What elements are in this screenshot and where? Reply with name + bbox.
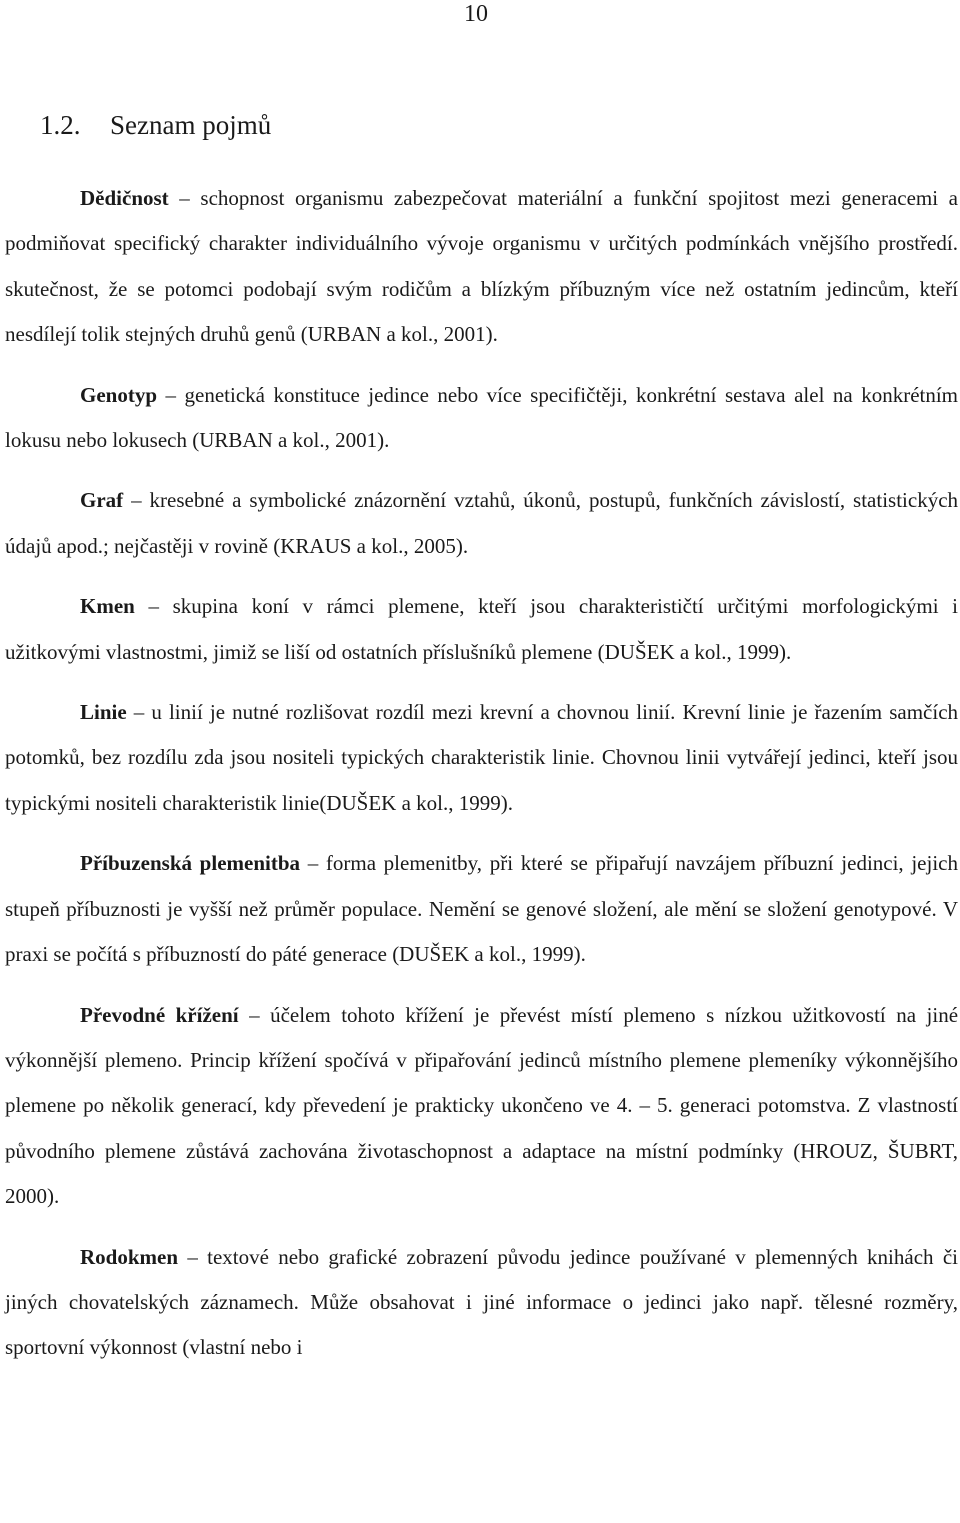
glossary-entry-graf bbox=[5, 478, 958, 569]
glossary-definition: u linií je nutné rozlišovat rozdíl mezi krevní a chovnou linií. Krevní linie je řazením samčích potomků, bez rozdílu zda jsou nositeli typických charakteristik linie. Chovnou linii vytvářejí jedinci, kteří jsou typickými nositeli charakteristik linie(DUŠEK a kol., 1999). bbox=[5, 700, 959, 815]
glossary-definition: skupina koní v rámci plemene, kteří jsou charakterističtí určitými morfologickými i užitkovými vlastnostmi, jimiž se liší od ostatních příslušníků plemene (DUŠEK a kol., 1999). bbox=[5, 594, 959, 664]
glossary-term: Graf bbox=[80, 488, 124, 513]
dash: – bbox=[307, 851, 319, 876]
glossary-definition: forma plemenitby, při které se připařují navzájem příbuzní jedinci, jejich stupeň příbuznosti je vyšší než průměr populace. Nemění se genové složení, ale mění se složení genotypové. V praxi se počítá s příbuzností do páté generace (DUŠEK a kol., 1999). bbox=[5, 851, 958, 967]
dash: – bbox=[179, 186, 190, 210]
dash: – bbox=[131, 488, 142, 513]
glossary-entry-prevodne-krizeni bbox=[5, 993, 958, 1220]
section-title: Seznam pojmů bbox=[110, 110, 272, 140]
glossary-entry-kmen bbox=[5, 584, 958, 675]
glossary-definition: textové nebo grafické zobrazení původu jedince používané v plemenných knihách či jiných chovatelských záznamech. Může obsahovat i jiné informace o jedinci jako např. tělesné rozměry, sportovní výkonnost (vlastní nebo i bbox=[5, 1244, 958, 1360]
glossary-entry-dedicnost bbox=[5, 176, 958, 358]
dash: – bbox=[148, 594, 159, 619]
glossary-definition: schopnost organismu zabezpečovat materiální a funkční spojitost mezi generacemi a podmiňovat specifický charakter individuálního vývoje organismu v určitých podmínkách vnějšího prostředí. skutečnost, že se potomci podobají svým rodičům a blízkým příbuzným více než ostatním jedincům, kteří nesdílejí tolik stejných druhů genů (URBAN a kol., 2001). bbox=[5, 186, 959, 347]
glossary-term: Genotyp bbox=[80, 382, 158, 407]
glossary-list bbox=[5, 176, 958, 1386]
glossary-definition: účelem tohoto křížení je převést místí plemeno s nízkou užitkovostí na jiné výkonnější plemeno. Princip křížení spočívá v připařování jedinců místního plemene plemeníky výkonnějšího plemene po několik generací, kdy převedení je prakticky ukončeno ve 4. – 5. generaci potomstva. Z vlastností původního plemene zůstává zachována životaschopnost a adaptace na místní podmínky (HROUZ, ŠUBRT, 2000). bbox=[5, 1002, 959, 1209]
glossary-entry-genotyp bbox=[5, 373, 958, 464]
dash: – bbox=[249, 1002, 260, 1027]
glossary-term: Dědičnost bbox=[80, 186, 169, 210]
dash: – bbox=[165, 382, 177, 407]
glossary-term: Linie bbox=[80, 700, 127, 725]
dash: – bbox=[133, 700, 145, 725]
glossary-definition: genetická konstituce jedince nebo více specifičtěji, konkrétní sestava alel na konkrétním lokusu nebo lokusech (URBAN a kol., 2001). bbox=[5, 382, 959, 453]
glossary-definition: kresebné a symbolické znázornění vztahů, úkonů, postupů, funkčních závislostí, statistických údajů apod.; nejčastěji v rovině (KRAUS a kol., 2005). bbox=[5, 488, 959, 558]
glossary-term: Příbuzenská plemenitba bbox=[80, 851, 301, 876]
dash: – bbox=[187, 1244, 198, 1269]
glossary-term: Kmen bbox=[80, 594, 135, 619]
section-heading bbox=[40, 108, 271, 142]
glossary-entry-pribuzenska-plemenitba bbox=[5, 841, 958, 977]
glossary-term: Rodokmen bbox=[80, 1244, 179, 1269]
page-number: 10 bbox=[464, 1, 488, 27]
glossary-entry-rodokmen bbox=[5, 1235, 958, 1371]
glossary-entry-linie bbox=[5, 690, 958, 826]
glossary-term: Převodné křížení bbox=[80, 1002, 239, 1027]
section-number: 1.2. bbox=[40, 110, 81, 140]
